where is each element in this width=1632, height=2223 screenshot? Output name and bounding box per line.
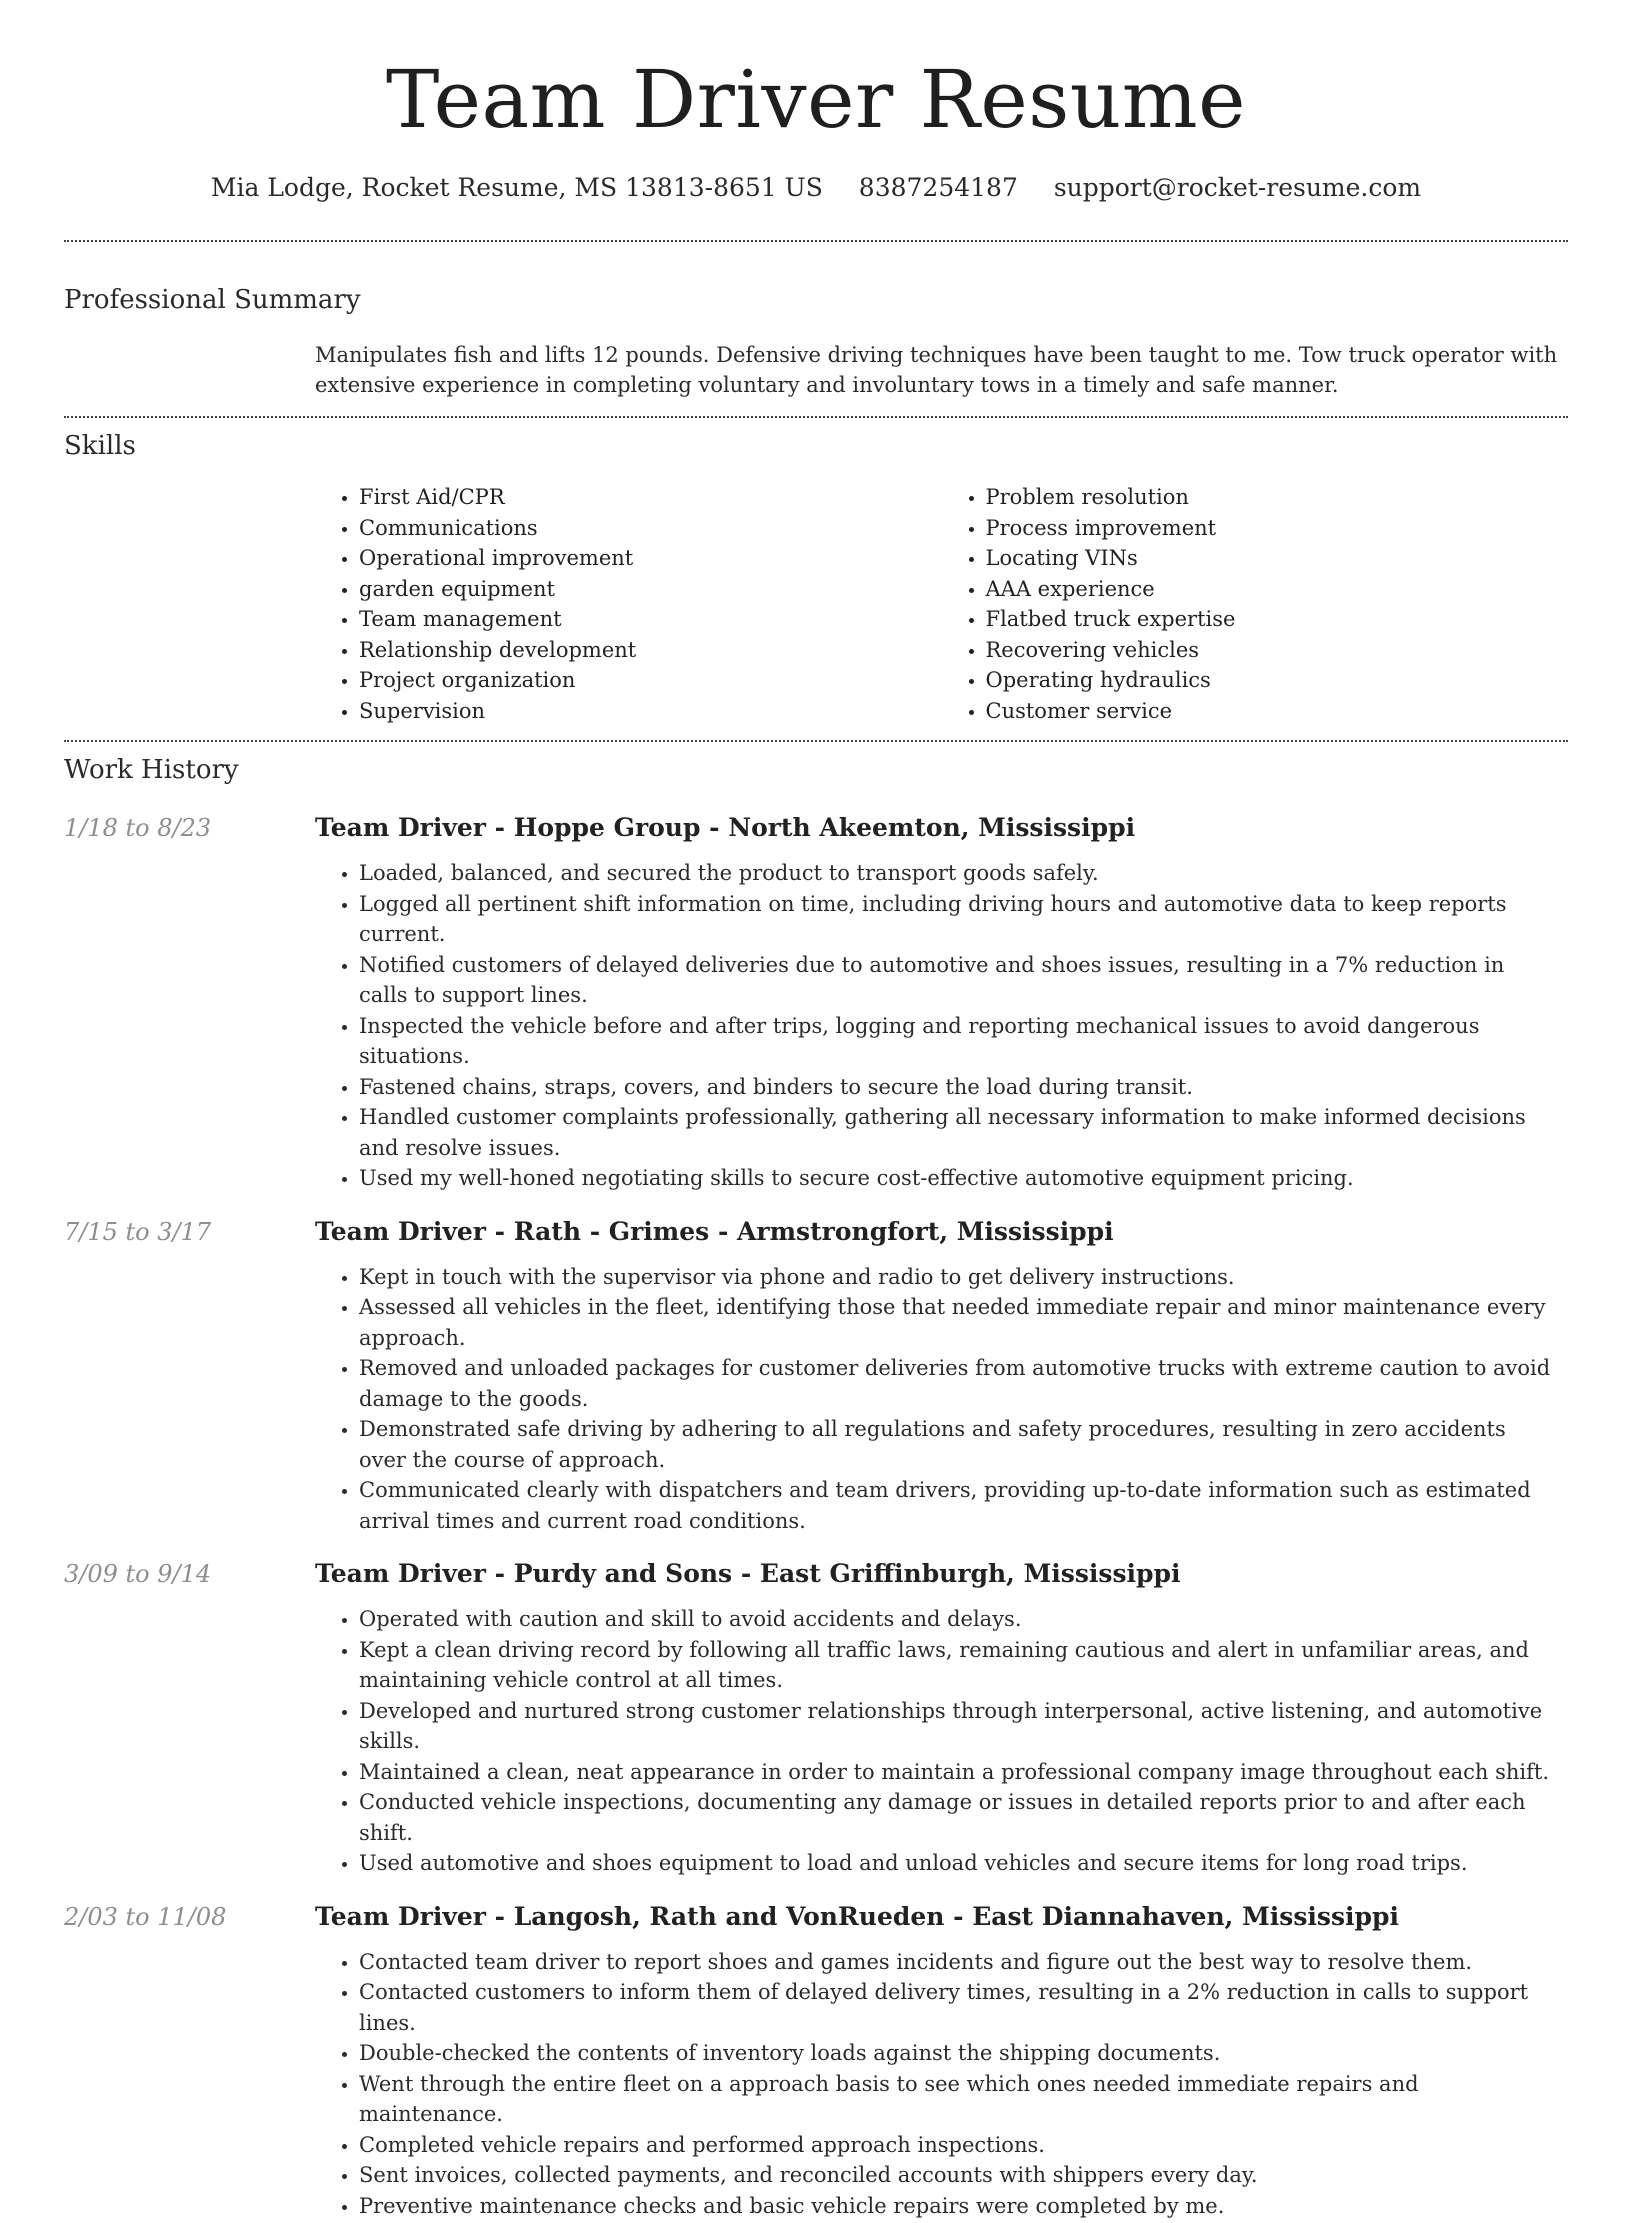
- job-heading: Team Driver - Hoppe Group - North Akeemton, Mississippi: [315, 813, 1136, 842]
- job-dates: 1/18 to 8/23: [64, 814, 212, 842]
- job-bullet: • Maintained a clean, neat appearance in order to maintain a professional company image throughout each shift.: [359, 1757, 1558, 1788]
- job-bullet: • Contacted team driver to report shoes and games incidents and figure out the best way to resolve them.: [359, 1947, 1558, 1978]
- job-dates: 3/09 to 9/14: [64, 1560, 212, 1588]
- divider: [64, 740, 1568, 742]
- job-bullets: [315, 1947, 1568, 2222]
- job-body: [315, 1901, 1568, 2222]
- job-bullet: • Removed and unloaded packages for customer deliveries from automotive trucks with extreme caution to avoid damage to the goods.: [359, 1353, 1558, 1414]
- job-bullet: • Demonstrated safe driving by adhering to all regulations and safety procedures, resulting in zero accidents over the course of approach.: [359, 1414, 1558, 1475]
- job-heading: Team Driver - Langosh, Rath and VonRueden - East Diannahaven, Mississippi: [315, 1901, 1400, 1931]
- skill-item: • AAA experience: [986, 574, 1569, 605]
- job-bullet: • Contacted customers to inform them of delayed delivery times, resulting in a 2% reduction in calls to support lines.: [359, 1977, 1558, 2038]
- job-body: [315, 1216, 1568, 1537]
- job-bullet: • Double-checked the contents of inventory loads against the shipping documents.: [359, 2038, 1558, 2069]
- job-entry: [64, 1558, 1568, 1879]
- skill-item: • Relationship development: [359, 635, 942, 666]
- job-bullet: • Communicated clearly with dispatchers and team drivers, providing up-to-date information such as estimated arrival times and current road conditions.: [359, 1475, 1558, 1536]
- skills-column-left: [315, 482, 942, 726]
- job-bullet: • Handled customer complaints professionally, gathering all necessary information to make informed decisions and resolve issues.: [359, 1102, 1558, 1163]
- job-entry: [64, 1901, 1568, 2222]
- job-bullet: • Operated with caution and skill to avoid accidents and delays.: [359, 1604, 1558, 1635]
- job-heading: Team Driver - Purdy and Sons - East Griffinburgh, Mississippi: [315, 1559, 1181, 1588]
- job-bullet: • Sent invoices, collected payments, and reconciled accounts with shippers every day.: [359, 2160, 1558, 2191]
- job-bullet: • Kept in touch with the supervisor via phone and radio to get delivery instructions.: [359, 1262, 1558, 1293]
- job-bullet: • Completed vehicle repairs and performed approach inspections.: [359, 2130, 1558, 2161]
- skill-item: • Supervision: [359, 696, 942, 727]
- skill-item: • Project organization: [359, 665, 942, 696]
- job-bullet: • Used automotive and shoes equipment to load and unload vehicles and secure items for long road trips.: [359, 1848, 1558, 1879]
- job-dates: 7/15 to 3/17: [64, 1217, 212, 1246]
- job-heading: Team Driver - Rath - Grimes - Armstrongfort, Mississippi: [315, 1216, 1114, 1246]
- summary-heading: Professional Summary: [64, 285, 361, 315]
- job-bullet: • Fastened chains, straps, covers, and binders to secure the load during transit.: [359, 1072, 1558, 1103]
- skill-item: • Flatbed truck expertise: [986, 604, 1569, 635]
- job-bullet: • Went through the entire fleet on a approach basis to see which ones needed immediate repairs and maintenance.: [359, 2069, 1558, 2130]
- job-bullet: • Logged all pertinent shift information on time, including driving hours and automotive data to keep reports current.: [359, 889, 1558, 950]
- divider: [64, 240, 1568, 242]
- job-dates: 2/03 to 11/08: [64, 1902, 227, 1931]
- job-entry: [64, 1216, 1568, 1537]
- job-bullets: [315, 858, 1568, 1194]
- resume-page: [64, 0, 1568, 2221]
- job-bullet: • Used my well-honed negotiating skills to secure cost-effective automotive equipment pricing.: [359, 1163, 1558, 1194]
- job-bullet: • Assessed all vehicles in the fleet, identifying those that needed immediate repair and minor maintenance every approach.: [359, 1292, 1558, 1353]
- divider: [64, 416, 1568, 418]
- contact-email[interactable]: support@rocket-resume.com: [1053, 173, 1422, 202]
- job-bullets: [315, 1262, 1568, 1537]
- job-bullet: • Conducted vehicle inspections, documenting any damage or issues in detailed reports prior to and after each shift.: [359, 1787, 1558, 1848]
- skill-item: • Team management: [359, 604, 942, 635]
- skill-item: • Operating hydraulics: [986, 665, 1569, 696]
- job-bullet: • Inspected the vehicle before and after trips, logging and reporting mechanical issues to avoid dangerous situations.: [359, 1011, 1558, 1072]
- skill-item: • Operational improvement: [359, 543, 942, 574]
- job-bullet: • Notified customers of delayed deliveries due to automotive and shoes issues, resulting in a 7% reduction in calls to support lines.: [359, 950, 1558, 1011]
- skill-item: • First Aid/CPR: [359, 482, 942, 513]
- skills-column-right: [942, 482, 1569, 726]
- contact-address: Mia Lodge, Rocket Resume, MS 13813-8651 US: [210, 173, 823, 202]
- job-bullet: • Kept a clean driving record by following all traffic laws, remaining cautious and alert in unfamiliar areas, and maintaining vehicle control at all times.: [359, 1635, 1558, 1696]
- job-bullet: • Preventive maintenance checks and basic vehicle repairs were completed by me.: [359, 2191, 1558, 2222]
- contact-phone: 8387254187: [858, 173, 1018, 202]
- skills-list: [315, 482, 1568, 726]
- contact-line: [64, 172, 1568, 204]
- skill-item: • Process improvement: [986, 513, 1569, 544]
- skill-item: • Customer service: [986, 696, 1569, 727]
- job-bullet: • Loaded, balanced, and secured the product to transport goods safely.: [359, 858, 1558, 889]
- job-bullets: [315, 1604, 1568, 1879]
- job-body: [315, 812, 1568, 1194]
- job-body: [315, 1558, 1568, 1879]
- skill-item: • Problem resolution: [986, 482, 1569, 513]
- skill-item: • Locating VINs: [986, 543, 1569, 574]
- skill-item: • Recovering vehicles: [986, 635, 1569, 666]
- summary-text: Manipulates fish and lifts 12 pounds. Defensive driving techniques have been taught to me. Tow truck operator with extensive experience in completing voluntary and involuntary tows in a timely and safe manner.: [315, 343, 1558, 397]
- skills-heading: Skills: [64, 431, 136, 461]
- resume-title: Team Driver Resume: [385, 53, 1246, 146]
- skill-item: • Communications: [359, 513, 942, 544]
- job-entry: [64, 812, 1568, 1194]
- skill-item: • garden equipment: [359, 574, 942, 605]
- work-history-heading: Work History: [64, 755, 239, 785]
- job-bullet: • Developed and nurtured strong customer relationships through interpersonal, active listening, and automotive skills.: [359, 1696, 1558, 1757]
